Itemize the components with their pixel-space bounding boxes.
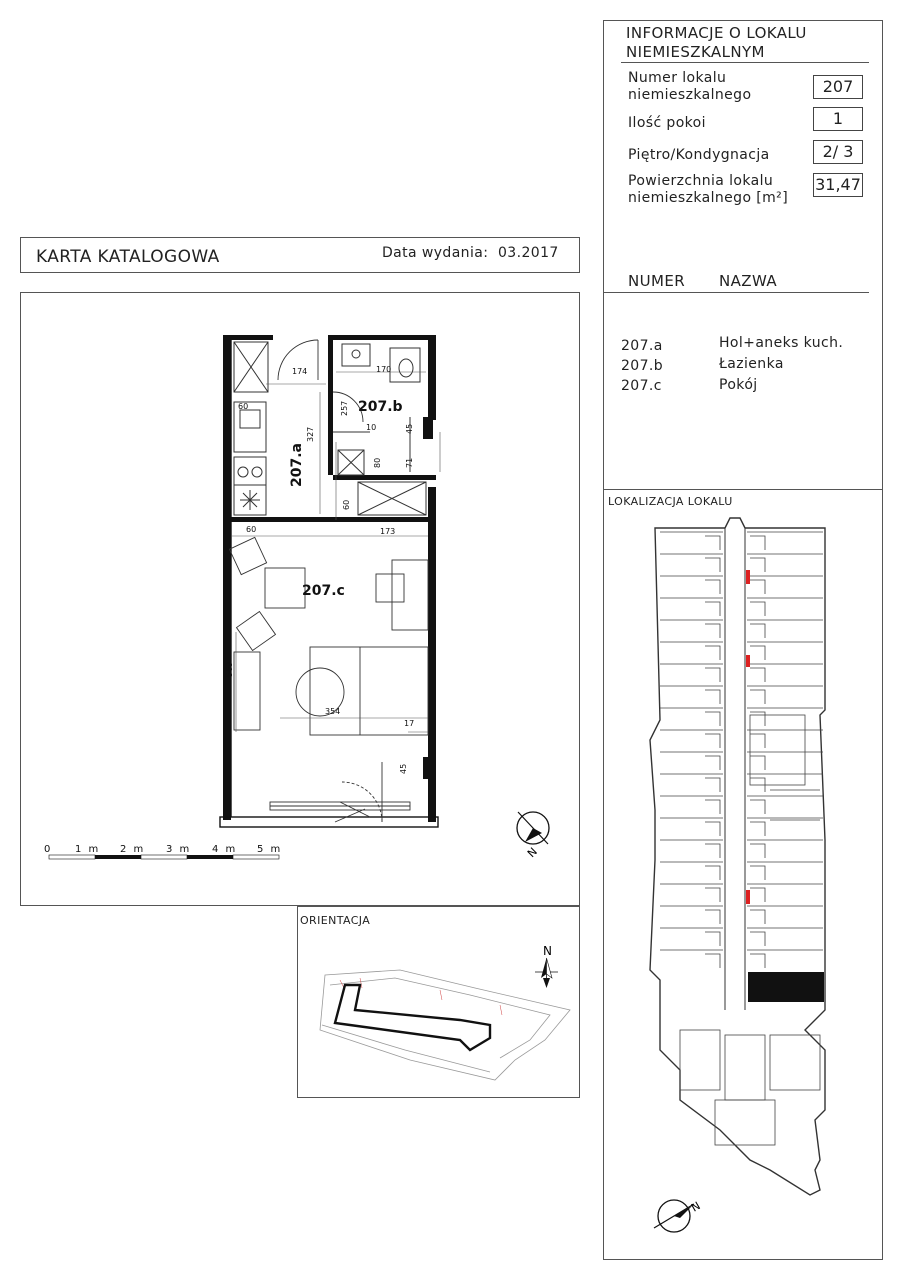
dimension-label: 60 — [246, 525, 257, 534]
col-name-header: NAZWA — [719, 272, 778, 290]
dimension-label: 327 — [306, 426, 315, 442]
dimension-label: 569 — [225, 661, 234, 677]
unit-number-value: 207 — [813, 75, 863, 99]
dimension-label: 174 — [292, 367, 308, 376]
unit-bathroom-outline — [705, 932, 765, 946]
unit-bathroom-outline — [705, 734, 765, 748]
orientation-heading: ORIENTACJA — [300, 914, 371, 927]
unit-bathroom-outline — [705, 954, 765, 968]
scale-label: 5 m — [257, 844, 283, 855]
room-name: Pokój — [719, 377, 758, 393]
dimension-label: 60 — [238, 402, 249, 411]
scale-label: 3 m — [166, 844, 192, 855]
dimension-label: 80 — [373, 457, 382, 468]
room-name: Hol+aneks kuch. — [719, 335, 844, 351]
dimension-label: 71 — [405, 457, 414, 468]
scale-label: 1 m — [75, 844, 101, 855]
building-location-plan — [620, 510, 875, 1250]
selected-unit-marker — [748, 972, 824, 1002]
dimension-label: 354 — [325, 707, 341, 716]
dimension-label: 173 — [380, 527, 396, 536]
room-number: 207.a — [621, 338, 663, 354]
unit-bathroom-outline — [705, 668, 765, 682]
orientation-site-plan — [300, 930, 578, 1096]
floor-value: 2/ 3 — [813, 140, 863, 164]
room-count-value: 1 — [813, 107, 863, 131]
unit-bathroom-outline — [705, 558, 765, 572]
scale-label: 0 — [44, 844, 53, 855]
unit-bathroom-outline — [705, 712, 765, 726]
plan-north-arrow — [517, 812, 549, 860]
info-heading-line1: INFORMACJE O LOKALU — [626, 24, 807, 42]
unit-bathroom-outline — [705, 910, 765, 924]
issue-date-value: 03.2017 — [498, 245, 559, 261]
dimension-label: 257 — [340, 400, 349, 416]
scale-label: 4 m — [212, 844, 238, 855]
location-heading: LOKALIZACJA LOKALU — [608, 495, 733, 508]
area-value: 31,47 — [813, 173, 863, 197]
room-label-207c: 207.c — [302, 583, 345, 599]
scale-label: 2 m — [120, 844, 146, 855]
area-label-2: niemieszkalnego [m²] — [628, 190, 789, 206]
floor-label: Piętro/Kondygnacja — [628, 147, 770, 163]
unit-bathroom-outline — [705, 536, 765, 550]
location-section-rule — [603, 489, 883, 490]
unit-bathroom-outline — [705, 580, 765, 594]
area-label-1: Powierzchnia lokalu — [628, 173, 774, 189]
unit-bathroom-outline — [705, 888, 765, 902]
dimension-label: 60 — [342, 499, 351, 510]
orientation-north-arrow — [535, 944, 558, 988]
room-number: 207.b — [621, 358, 664, 374]
unit-bathroom-outline — [705, 624, 765, 638]
unit-bathroom-outline — [705, 756, 765, 770]
unit-number-label-1: Numer lokalu — [628, 70, 727, 86]
orientation-north-letter: N — [543, 944, 552, 958]
card-title: KARTA KATALOGOWA — [36, 247, 220, 267]
room-table-rule — [603, 292, 869, 293]
info-heading-rule — [621, 62, 869, 63]
dimension-label: 10 — [366, 423, 377, 432]
location-north-letter: N — [689, 1199, 703, 1215]
room-number: 207.c — [621, 378, 662, 394]
unit-bathroom-outline — [705, 800, 765, 814]
room-label-207b: 207.b — [358, 399, 403, 415]
unit-bathroom-outline — [705, 690, 765, 704]
dimension-label: 170 — [376, 365, 392, 374]
dimension-label: 45 — [405, 423, 414, 434]
unit-bathroom-outline — [705, 866, 765, 880]
room-count-label: Ilość pokoi — [628, 115, 706, 131]
floor-plan — [20, 292, 580, 906]
dimension-label: 45 — [399, 763, 408, 774]
room-label-207a: 207.a — [289, 443, 305, 487]
issue-date-label: Data wydania: — [382, 245, 489, 261]
room-name: Łazienka — [719, 356, 784, 372]
unit-bathroom-outline — [705, 646, 765, 660]
location-north-arrow — [650, 1192, 710, 1240]
dimension-label: 17 — [404, 719, 415, 728]
col-number-header: NUMER — [628, 272, 686, 290]
unit-bathroom-outline — [705, 822, 765, 836]
plan-north-letter: N — [524, 845, 540, 861]
unit-bathroom-outline — [705, 844, 765, 858]
unit-bathroom-outline — [705, 602, 765, 616]
unit-number-label-2: niemieszkalnego — [628, 87, 752, 103]
info-heading-line2: NIEMIESZKALNYM — [626, 43, 765, 61]
